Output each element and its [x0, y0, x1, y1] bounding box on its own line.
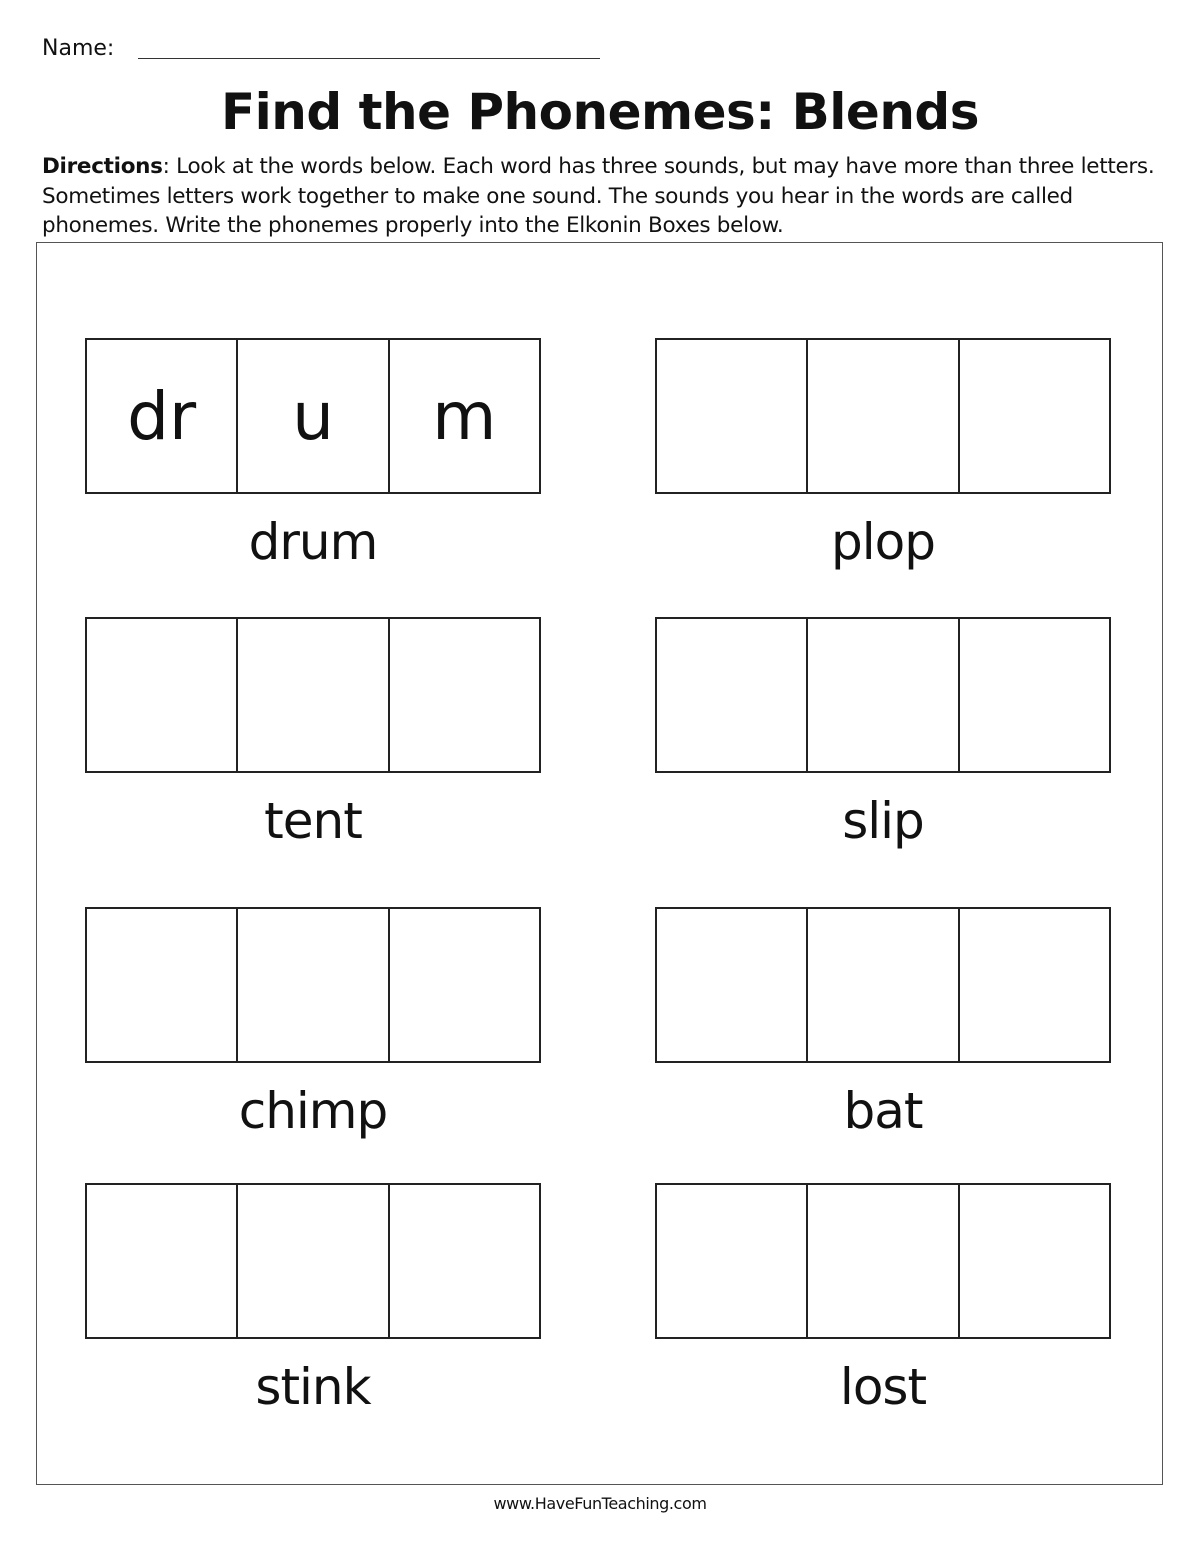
phoneme-box[interactable]: [960, 1185, 1109, 1337]
directions-text: : Look at the words below. Each word has three sounds, but may have more than three letters. Sometimes letters work together to make one sound. The sounds you hear in the words are called phonemes. Write the phonemes properly into the Elkonin Boxes below.: [42, 154, 1155, 238]
word-label: plop: [831, 513, 935, 571]
phoneme-box[interactable]: [657, 619, 808, 771]
elkonin-item: [85, 617, 543, 851]
directions: [42, 152, 1162, 241]
elkonin-boxes: [85, 1183, 541, 1339]
phoneme-box[interactable]: [808, 1185, 959, 1337]
elkonin-boxes: [655, 617, 1111, 773]
word-label: stink: [255, 1358, 371, 1416]
name-label: Name:: [42, 36, 115, 61]
phoneme-box[interactable]: [390, 619, 539, 771]
phoneme-box[interactable]: [960, 340, 1109, 492]
elkonin-item: [85, 907, 543, 1141]
word-label: bat: [843, 1082, 923, 1140]
phoneme-box[interactable]: dr: [87, 340, 238, 492]
name-row: [42, 34, 602, 66]
phoneme-box[interactable]: [238, 1185, 389, 1337]
elkonin-item: [655, 617, 1113, 851]
elkonin-item: [85, 1183, 543, 1417]
phoneme-box[interactable]: [87, 909, 238, 1061]
elkonin-boxes: [85, 617, 541, 773]
phoneme-box[interactable]: [657, 1185, 808, 1337]
phoneme-box[interactable]: [808, 340, 959, 492]
elkonin-boxes: [655, 907, 1111, 1063]
elkonin-boxes: [85, 338, 541, 494]
phoneme-box[interactable]: [960, 909, 1109, 1061]
phoneme-box[interactable]: [960, 619, 1109, 771]
elkonin-item: [655, 338, 1113, 572]
elkonin-item: [655, 907, 1113, 1141]
word-label: lost: [839, 1358, 927, 1416]
phoneme-box[interactable]: u: [238, 340, 389, 492]
directions-label: Directions: [42, 154, 163, 179]
name-write-line[interactable]: [138, 58, 600, 59]
phoneme-box[interactable]: [390, 1185, 539, 1337]
phoneme-box[interactable]: [808, 619, 959, 771]
phoneme-box[interactable]: [390, 909, 539, 1061]
word-label: slip: [842, 792, 924, 850]
word-label: drum: [248, 513, 378, 571]
word-label: chimp: [238, 1082, 388, 1140]
word-label: tent: [264, 792, 362, 850]
elkonin-boxes: [655, 338, 1111, 494]
elkonin-item: [85, 338, 543, 572]
phoneme-box[interactable]: [657, 340, 808, 492]
page-title: Find the Phonemes: Blends: [221, 83, 979, 141]
phoneme-box[interactable]: [238, 619, 389, 771]
phoneme-box[interactable]: [87, 1185, 238, 1337]
footer-url: www.HaveFunTeaching.com: [493, 1494, 707, 1513]
phoneme-box[interactable]: [87, 619, 238, 771]
phoneme-box[interactable]: [808, 909, 959, 1061]
phoneme-box[interactable]: m: [432, 377, 497, 455]
elkonin-boxes: [85, 907, 541, 1063]
phoneme-box[interactable]: [238, 909, 389, 1061]
phoneme-box[interactable]: [657, 909, 808, 1061]
elkonin-item: [655, 1183, 1113, 1417]
elkonin-boxes: [655, 1183, 1111, 1339]
